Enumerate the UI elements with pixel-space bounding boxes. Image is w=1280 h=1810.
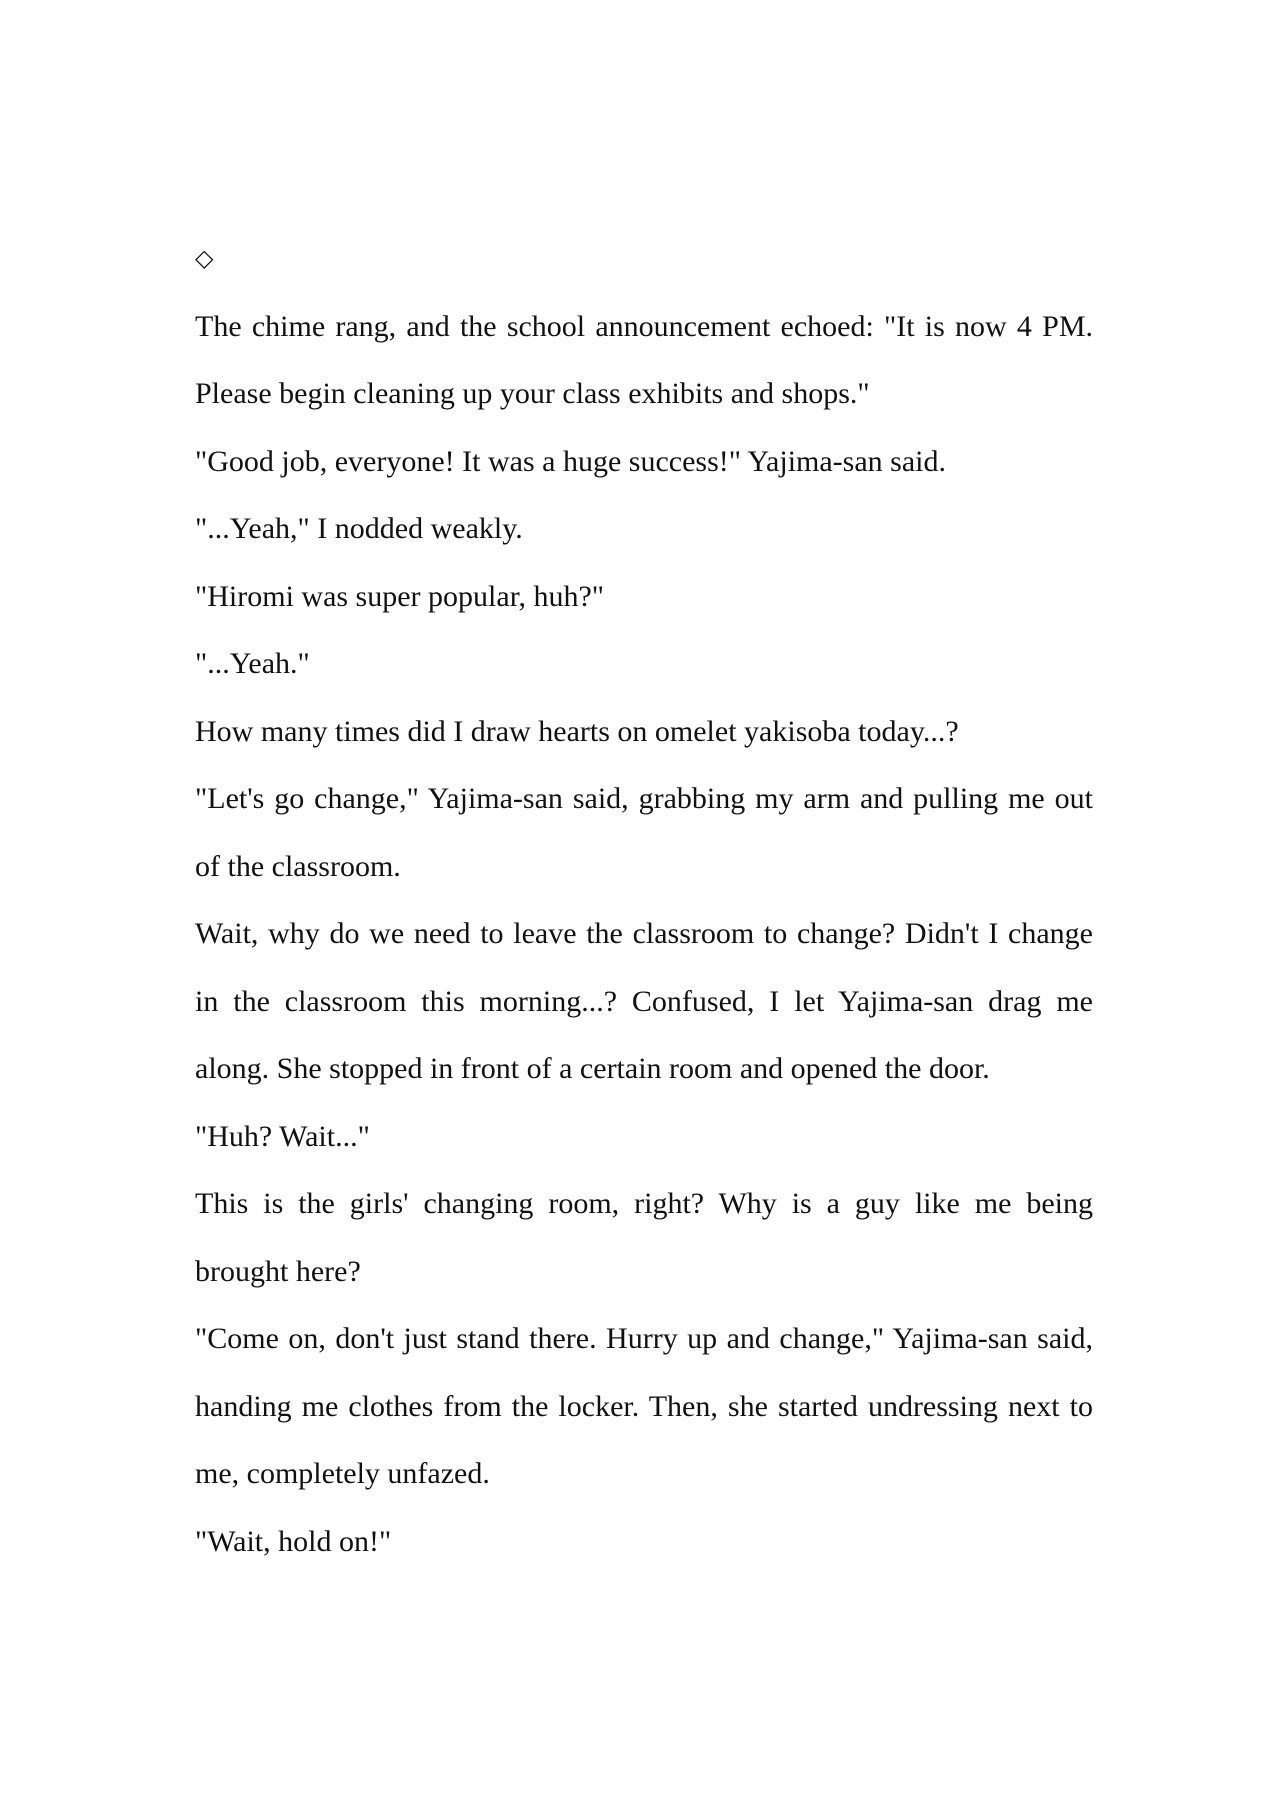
paragraph-confused: Wait, why do we need to leave the classroom to change? Didn't I change in the classroom this morning...? Confused, I let Yajima-san drag me along. She stopped in front of a certain room and opened the door. <box>195 917 1093 1085</box>
paragraph-hold-on: "Wait, hold on!" <box>195 1524 392 1558</box>
paragraph-yeah: "...Yeah." <box>195 647 310 680</box>
paragraph-come-on: "Come on, don't just stand there. Hurry up and change," Yajima-san said, handing me clothes from the locker. Then, she started undressing next to me, completely unfazed. <box>195 1322 1093 1490</box>
paragraph-announcement: The chime rang, and the school announcement echoed: "It is now 4 PM. Please begin cleaning up your class exhibits and shops." <box>195 309 1093 410</box>
paragraph-changing-room: This is the girls' changing room, right? Why is a guy like me being brought here? <box>195 1187 1093 1288</box>
section-break-diamond: ◇ <box>195 244 214 272</box>
paragraph-huh-wait: "Huh? Wait..." <box>195 1119 370 1153</box>
paragraph-yeah-nodded: "...Yeah," I nodded weakly. <box>195 512 523 545</box>
paragraph-good-job: "Good job, everyone! It was a huge success!" Yajima-san said. <box>195 444 946 478</box>
paragraph-hearts: How many times did I draw hearts on omelet yakisoba today...? <box>195 714 959 748</box>
paragraph-hiromi-popular: "Hiromi was super popular, huh?" <box>195 579 605 613</box>
story-text <box>195 225 1093 1575</box>
paragraph-lets-go-change: "Let's go change," Yajima-san said, grabbing my arm and pulling me out of the classroom. <box>195 782 1093 883</box>
